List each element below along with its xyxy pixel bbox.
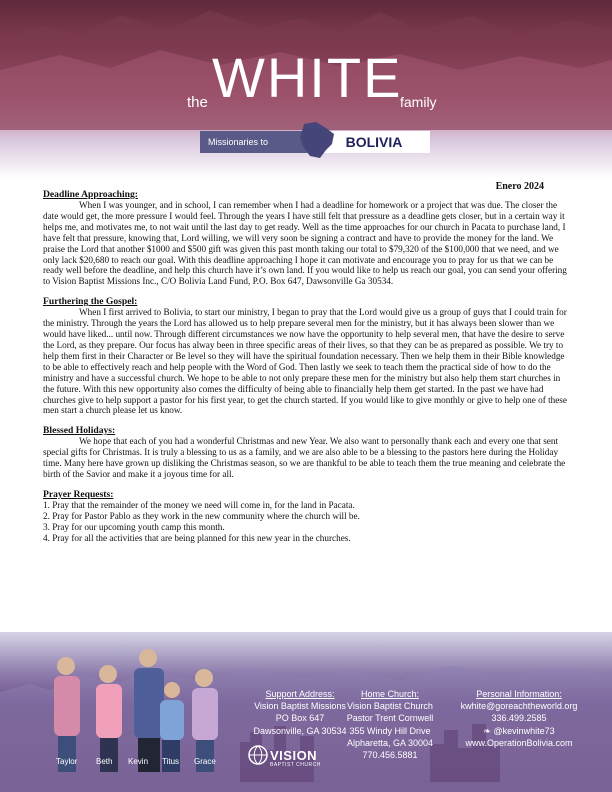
prayer-item: 2. Pray for Pastor Pablo as they work in the new community where the church will be. — [43, 510, 360, 521]
country-label: BOLIVIA — [318, 131, 430, 153]
missionaries-to-label: Missionaries to — [200, 131, 318, 153]
personal-information — [444, 688, 594, 749]
support-line: Vision Baptist Missions — [254, 701, 346, 712]
section-paragraph: We hope that each of you had a wonderful Christmas and new Year. We also want to personally thank each and every one that sent special gifts for Christmas. It is truly a blessing to us as a family, and we are also able to be a blessing to the pastors here during the Holiday time. Many here have grown up disliking the Christmas season, so we are thankful to be able to teach them the true meaning and celebrate the birth of the Savior and make it a joyous time for all. — [43, 436, 566, 480]
logo-subtitle: BAPTIST CHURCH — [270, 762, 321, 768]
name-label: Kevin — [128, 757, 149, 766]
home-church-line: Vision Baptist Church — [347, 701, 433, 712]
name-label: Beth — [96, 757, 113, 766]
prayer-list — [43, 500, 569, 544]
section-heading: Blessed Holidays: — [43, 425, 116, 437]
home-church-line: Alpharetta, GA 30004 — [346, 737, 434, 748]
home-church — [340, 688, 440, 761]
twitter-text: @kevinwhite73 — [493, 725, 555, 736]
section-paragraph: When I first arrived to Bolivia, to start our ministry, I began to pray that the Lord would give us a group of guys that I could train for the ministry. Through the years the Lord has allowed us to help prepare several men for the ministry, but it has always been slower than we would have liked... until now. Through different circumstances we now have the opportunity to help several men, that have the desire to serve the Lord, as they prepare. Our focus has alway been in three specific areas of their lives, so that they can be as prepared as possible. We try to help them first in their Character or Be level so they will have the spiritual foundation necessary. Then we help them in their Bible knowledge to be able to effectively reach and help people with the Word of God. Then lastly we seek to teach them the practical side of how to do the ministry and have a successful church. We hope to be able to not only prepare these men for the ministry but also help them start churches in the future. With this new opportunity also comes the difficulty of being able to financially help them get started. In the past we have had churches give to help support a pastor for his first year, to get the church started. If you would like to give monthly or give to help one of these men start a church please let us know. — [43, 307, 567, 416]
name-label: Titus — [162, 757, 180, 766]
prayer-heading: Prayer Requests: — [43, 488, 114, 500]
phone-number: 336.499.2585 — [491, 713, 547, 724]
home-church-heading: Home Church: — [360, 689, 420, 699]
letter-date: Enero 2024 — [495, 181, 544, 192]
home-church-line: 770.456.5881 — [362, 750, 418, 761]
name-label: Taylor — [56, 757, 78, 766]
prayer-item: 3. Pray for our upcoming youth camp this month. — [43, 521, 225, 532]
section-paragraph: When I was younger, and in school, I can remember when I had a deadline for homework or a project that was due. The closer the date would get, the more pressure I would feel. Through the years I have still felt that pressure as a deadline gets closer, but in a certain way it helps me, and motivates me, to not wait until the last day to get ready. Well as the time approaches for our church in Pacata to purchase land, I have felt that pressure, knowing that, Lord willing, we will very soon be signing a contract and have to provide the money for the land. We praise the Lord that another $1000 and $500 gift was given this past month taking our total to $79,320 of the $100,000 that we need, and we only lack $20,680 to reach our goal. With this deadline approaching I hope it can motivate and encourage you to pray for us that we can be ready well before the deadline, and help this church have it’s own land. If you would like to help us reach our goal, you can send your offering to Vision Baptist Missions Inc., C/O Bolivia Land Fund, P.O. Box 647, Dawsonville Ga 30534. — [43, 200, 567, 287]
personal-heading: Personal Information: — [476, 689, 562, 699]
footer-banner — [0, 632, 612, 792]
section-heading: Furthering the Gospel: — [43, 296, 138, 308]
globe-icon — [247, 744, 269, 766]
header-banner — [0, 0, 612, 178]
twitter-icon: ❧ — [483, 725, 491, 736]
support-line: PO Box 647 — [275, 713, 325, 724]
title-white: WHITE — [212, 46, 403, 109]
email-link[interactable]: kwhite@goreachtheworld.org — [460, 701, 578, 712]
prayer-item: 4. Pray for all the activities that are being planned for this new year in the churches. — [43, 532, 351, 543]
support-heading: Support Address: — [265, 689, 335, 699]
twitter-handle[interactable] — [444, 725, 594, 737]
vision-baptist-logo — [247, 744, 327, 770]
home-church-line: 355 Windy Hill Drive — [349, 725, 431, 736]
support-line: Dawsonville, GA 30534 — [253, 725, 347, 736]
section-heading: Deadline Approaching: — [43, 189, 138, 200]
website-link[interactable]: www.OperationBolivia.com — [465, 737, 573, 748]
title-family: family — [400, 94, 437, 110]
name-label: Grace — [194, 757, 216, 766]
letter-body — [43, 189, 569, 544]
logo-name: VISION — [270, 748, 318, 763]
home-church-line: Pastor Trent Cornwell — [346, 713, 434, 724]
prayer-item: 1. Pray that the remainder of the money we need will come in, for the land in Pacata. — [43, 499, 355, 510]
bolivia-map-icon — [296, 120, 338, 160]
title-the: the — [187, 94, 208, 111]
